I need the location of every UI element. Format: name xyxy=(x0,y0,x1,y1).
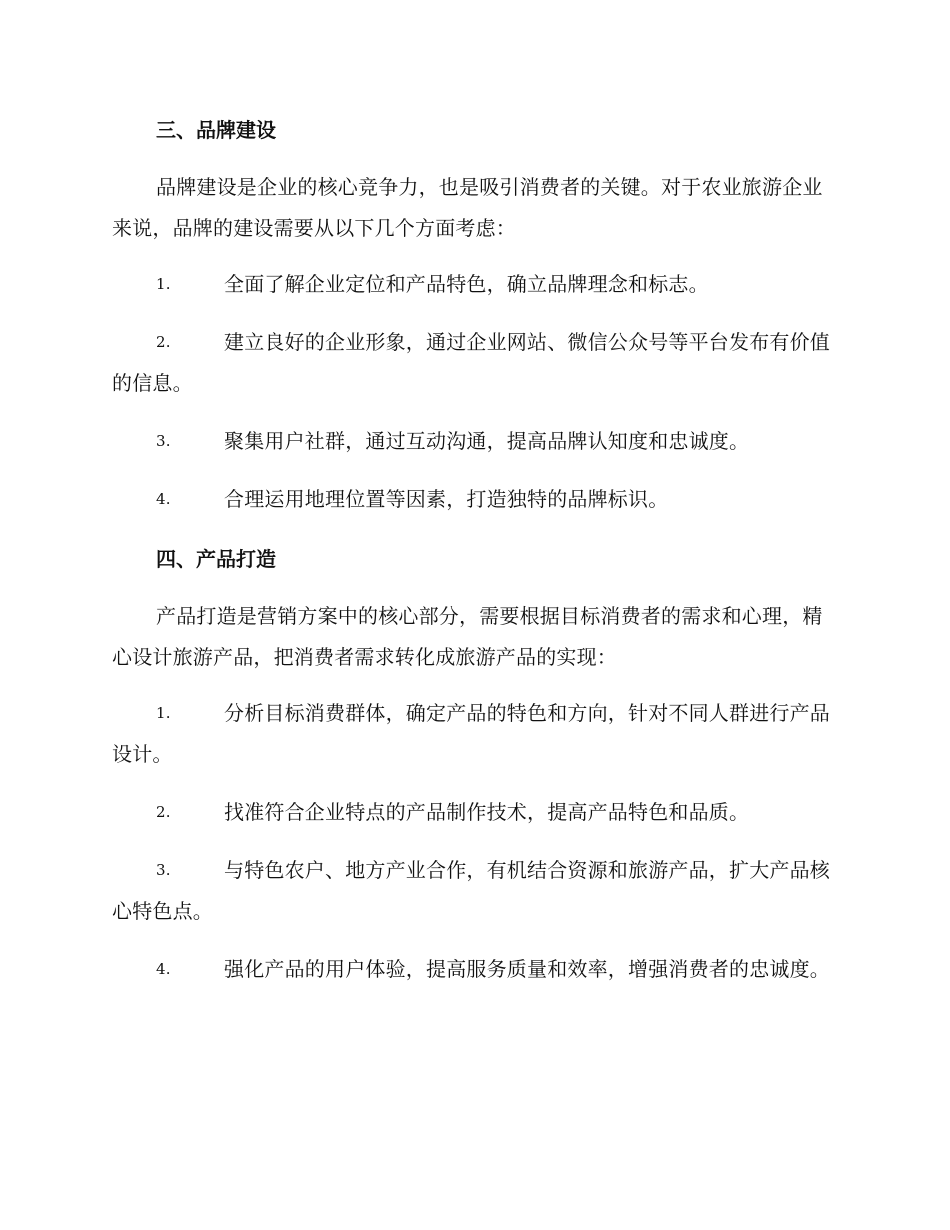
list-number: 2. xyxy=(156,803,171,821)
list-item-text: 分析目标消费群体，确定产品的特色和方向，针对不同人群进行产品设计。 xyxy=(112,701,830,766)
list-item xyxy=(112,264,834,305)
list-item xyxy=(112,850,834,932)
list-number: 3. xyxy=(156,861,171,879)
list-item xyxy=(112,322,834,404)
list-item xyxy=(112,949,834,990)
list-number: 2. xyxy=(156,333,171,351)
list-item xyxy=(112,792,834,833)
section-product-building xyxy=(112,537,834,990)
list-item-text: 强化产品的用户体验，提高服务质量和效率，增强消费者的忠诚度。 xyxy=(224,957,830,981)
list-number: 1. xyxy=(156,704,171,722)
list-number: 3. xyxy=(156,432,171,450)
list-item xyxy=(112,479,834,520)
list-item xyxy=(112,693,834,775)
section-brand-building xyxy=(112,108,834,520)
numbered-list xyxy=(112,264,834,520)
list-item-text: 聚集用户社群，通过互动沟通，提高品牌认知度和忠诚度。 xyxy=(224,429,750,453)
list-item-text: 建立良好的企业形象，通过企业网站、微信公众号等平台发布有价值的信息。 xyxy=(112,330,830,395)
list-item-text: 全面了解企业定位和产品特色，确立品牌理念和标志。 xyxy=(224,272,709,296)
numbered-list xyxy=(112,693,834,990)
list-item-text: 与特色农户、地方产业合作，有机结合资源和旅游产品，扩大产品核心特色点。 xyxy=(112,858,830,923)
section-heading: 四、产品打造 xyxy=(156,547,276,571)
list-item xyxy=(112,421,834,462)
list-number: 1. xyxy=(156,275,171,293)
document-body xyxy=(112,108,834,1007)
section-intro: 产品打造是营销方案中的核心部分，需要根据目标消费者的需求和心理，精心设计旅游产品，把消费者需求转化成旅游产品的实现： xyxy=(112,604,823,669)
list-number: 4. xyxy=(156,490,171,508)
section-heading: 三、品牌建设 xyxy=(156,118,276,142)
list-number: 4. xyxy=(156,960,171,978)
list-item-text: 合理运用地理位置等因素，打造独特的品牌标识。 xyxy=(224,487,669,511)
list-item-text: 找准符合企业特点的产品制作技术，提高产品特色和品质。 xyxy=(224,800,750,824)
section-intro: 品牌建设是企业的核心竞争力，也是吸引消费者的关键。对于农业旅游企业来说，品牌的建设需要从以下几个方面考虑： xyxy=(112,175,823,240)
